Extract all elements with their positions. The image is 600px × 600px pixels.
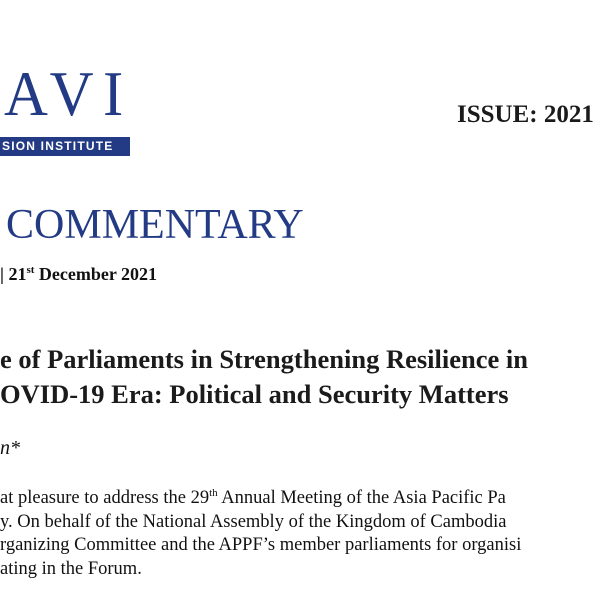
logo-subtitle-bar: SION INSTITUTE (0, 137, 130, 156)
article-title-line-1: e of Parliaments in Strengthening Resilience in (0, 344, 529, 374)
issue-label: ISSUE: 2021 (457, 101, 594, 128)
body-line-4: ating in the Forum. (0, 559, 142, 580)
byline-month-year: December 2021 (38, 264, 158, 284)
byline-separator: | (0, 264, 4, 284)
body-line-1: at pleasure to address the 29th Annual Meeting of the Asia Pacific Pa (0, 487, 506, 508)
byline-day: 21 (8, 264, 27, 284)
commentary-heading: COMMENTARY (6, 202, 304, 248)
logo-wordmark: AVI (4, 58, 133, 129)
article-title (0, 342, 528, 412)
body-line-1-superscript: th (209, 487, 218, 499)
body-line-2: y. On behalf of the National Assembly of the Kingdom of Cambodia (0, 511, 507, 532)
byline-date (0, 262, 157, 286)
author-name: n* (0, 437, 20, 459)
body-line-3: rganizing Committee and the APPF’s member parliaments for organisi (0, 535, 522, 556)
body-paragraph (0, 487, 521, 582)
byline-day-suffix: st (26, 264, 35, 276)
article-title-line-2: OVID-19 Era: Political and Security Matters (0, 379, 509, 409)
